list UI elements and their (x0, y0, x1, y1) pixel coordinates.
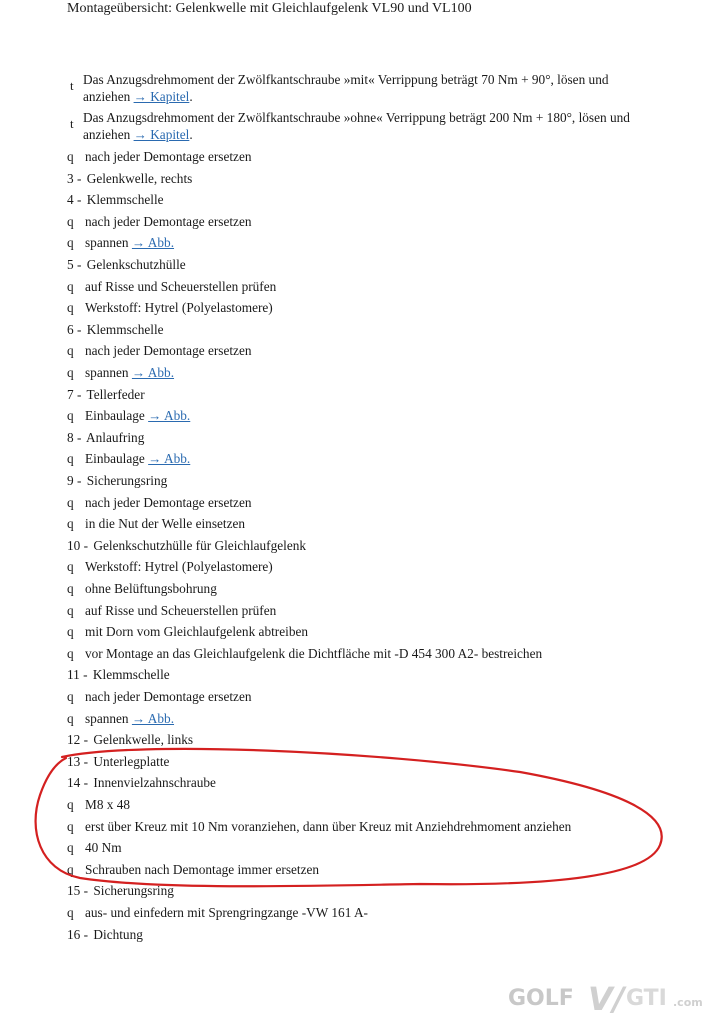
note-text-body: Das Anzugsdrehmoment der Zwölfkantschraube »ohne« Verrippung beträgt 200 Nm + 180°, lösen und anziehen (83, 110, 630, 142)
item-text: mit Dorn vom Gleichlaufgelenk abtreiben (85, 624, 309, 640)
bullet-marker: q (67, 645, 74, 661)
list-item-part (67, 666, 170, 683)
item-text: Klemmschelle (92, 667, 170, 683)
item-text: Werkstoff: Hytrel (Polyelastomere) (85, 300, 273, 316)
bullet-marker: q (67, 516, 74, 532)
list-item-part (67, 753, 169, 770)
figure-link[interactable]: → Abb. (131, 235, 175, 251)
list-item-bullet (67, 515, 245, 532)
list-item-bullet (67, 710, 174, 727)
bullet-marker: q (67, 494, 74, 510)
list-item-bullet (67, 645, 542, 662)
item-text: Anlaufring (86, 429, 145, 445)
item-text: Gelenkwelle, links (93, 732, 194, 748)
item-text: aus- und einfedern mit Sprengringzange -VW 161 A- (85, 905, 368, 920)
part-number: 10 - (67, 537, 89, 553)
bullet-marker: q (67, 818, 74, 834)
part-number: 13 - (67, 753, 89, 769)
part-number: 16 - (67, 926, 89, 942)
bullet-marker: q (67, 559, 74, 575)
item-text: Dichtung (93, 926, 143, 942)
item-text: Gelenkschutzhülle für Gleichlaufgelenk (93, 537, 307, 553)
logo-gti-text: GTI (626, 986, 667, 1011)
list-item-bullet (67, 602, 276, 619)
note-marker: t (70, 116, 74, 131)
item-text: Gelenkschutzhülle (86, 257, 186, 272)
item-text: nach jeder Demontage ersetzen (85, 689, 252, 704)
chapter-link[interactable]: → Kapitel (133, 127, 190, 142)
item-text: Klemmschelle (86, 321, 164, 337)
note-text-end: . (189, 89, 193, 104)
part-number: 4 - (67, 192, 82, 208)
list-item-bullet (67, 688, 252, 705)
list-item-bullet (67, 213, 252, 230)
note-marker: t (70, 78, 74, 93)
chapter-link[interactable]: → Kapitel (133, 89, 190, 104)
list-item-part (67, 537, 306, 554)
item-text: Schrauben nach Demontage immer ersetzen (85, 861, 320, 877)
bullet-marker: q (67, 278, 74, 294)
item-text: nach jeder Demontage ersetzen (85, 343, 252, 359)
list-item-bullet (67, 494, 252, 511)
figure-link[interactable]: → Abb. (148, 451, 191, 467)
part-number: 5 - (67, 257, 82, 272)
part-number: 6 - (67, 321, 82, 337)
item-text: auf Risse und Scheuerstellen prüfen (85, 602, 277, 618)
bullet-marker: q (67, 602, 74, 618)
figure-link[interactable]: → Abb. (131, 365, 175, 380)
list-item-part (67, 429, 144, 446)
logo-com-text: .com (673, 996, 703, 1009)
bullet-marker: q (67, 861, 74, 877)
list-item-bullet (67, 623, 308, 640)
list-item-part (67, 386, 145, 403)
item-text: spannen (85, 365, 132, 380)
item-text: Innenvielzahnschraube (93, 775, 216, 791)
item-text: vor Montage an das Gleichlaufgelenk die Dichtfläche mit -D 454 300 A2- bestreichen (85, 645, 543, 661)
note-text-end: . (189, 127, 193, 142)
list-item-bullet (67, 861, 319, 878)
part-number: 7 - (67, 386, 82, 402)
list-item-part (67, 170, 192, 187)
list-item-bullet (67, 580, 217, 597)
part-number: 11 - (67, 667, 88, 683)
item-text: Sicherungsring (93, 883, 174, 899)
list-item-part (67, 731, 193, 748)
item-text: erst über Kreuz mit 10 Nm voranziehen, dann über Kreuz mit Anziehdrehmoment anziehen (85, 818, 572, 834)
bullet-marker: q (67, 343, 74, 359)
logo-golf-text: GOLF (508, 986, 574, 1011)
list-item-bullet (67, 818, 571, 835)
note-text (83, 71, 653, 105)
list-item-bullet (67, 450, 190, 467)
list-item-bullet (67, 558, 273, 575)
bullet-marker: q (67, 408, 74, 424)
list-item-bullet (67, 342, 252, 359)
list-item-bullet (67, 299, 273, 316)
part-number: 14 - (67, 775, 89, 791)
part-number: 9 - (67, 473, 82, 488)
bullet-marker: q (67, 624, 74, 640)
figure-link[interactable]: → Abb. (148, 408, 191, 424)
bullet-marker: q (67, 710, 74, 726)
part-number: 15 - (67, 883, 89, 899)
item-text: Einbaulage (85, 451, 149, 467)
bullet-marker: q (67, 689, 74, 704)
bullet-marker: q (67, 365, 74, 380)
list-item-part (67, 472, 167, 489)
list-item-part (67, 191, 164, 208)
item-text: auf Risse und Scheuerstellen prüfen (85, 278, 277, 294)
bullet-marker: q (67, 235, 74, 251)
bullet-marker: q (67, 451, 74, 467)
bullet-marker: q (67, 797, 74, 812)
item-text: Einbaulage (85, 408, 149, 424)
item-text: Tellerfeder (86, 386, 145, 402)
item-text: spannen (85, 235, 132, 251)
item-text: M8 x 48 (85, 797, 131, 812)
list-item-bullet (67, 278, 276, 295)
bullet-marker: q (67, 149, 74, 164)
list-item-bullet (67, 364, 174, 381)
item-text: nach jeder Demontage ersetzen (85, 213, 252, 229)
logo-slash-text: V/ (588, 980, 625, 1018)
part-number: 3 - (67, 170, 82, 186)
item-text: nach jeder Demontage ersetzen (85, 494, 252, 510)
item-text: 40 Nm (85, 840, 122, 856)
item-text: nach jeder Demontage ersetzen (85, 149, 252, 164)
item-text: ohne Belüftungsbohrung (85, 581, 217, 596)
list-item-bullet (67, 407, 190, 424)
item-text: Unterlegplatte (93, 753, 170, 769)
item-text: Sicherungsring (86, 473, 168, 488)
list-item-bullet (67, 839, 122, 856)
list-item-bullet (67, 234, 174, 251)
item-text: Klemmschelle (86, 192, 164, 208)
bullet-marker: q (67, 905, 74, 920)
item-text: Gelenkwelle, rechts (86, 170, 193, 186)
item-text: in die Nut der Welle einsetzen (85, 516, 246, 532)
list-item-bullet (67, 904, 368, 921)
bullet-marker: q (67, 300, 74, 316)
list-item-part (67, 774, 216, 791)
part-number: 8 - (67, 429, 82, 445)
note-text (83, 109, 653, 143)
bullet-marker: q (67, 840, 74, 856)
bullet-marker: q (67, 581, 74, 596)
page-title: Montageübersicht: Gelenkwelle mit Gleichlaufgelenk VL90 und VL100 (67, 1, 472, 16)
list-item-part (67, 926, 143, 943)
item-text: Werkstoff: Hytrel (Polyelastomere) (85, 559, 273, 575)
note-text-body: Das Anzugsdrehmoment der Zwölfkantschraube »mit« Verrippung beträgt 70 Nm + 90°, lösen und anziehen (83, 72, 609, 104)
figure-link[interactable]: → Abb. (131, 710, 175, 726)
list-item-part (67, 321, 164, 338)
list-item-part (67, 882, 174, 899)
list-item-bullet (67, 148, 252, 165)
part-number: 12 - (67, 732, 89, 748)
golfgti-watermark-logo (508, 982, 718, 1018)
list-item-part (67, 256, 186, 273)
bullet-marker: q (67, 213, 74, 229)
item-text: spannen (85, 710, 132, 726)
list-item-bullet (67, 796, 130, 813)
